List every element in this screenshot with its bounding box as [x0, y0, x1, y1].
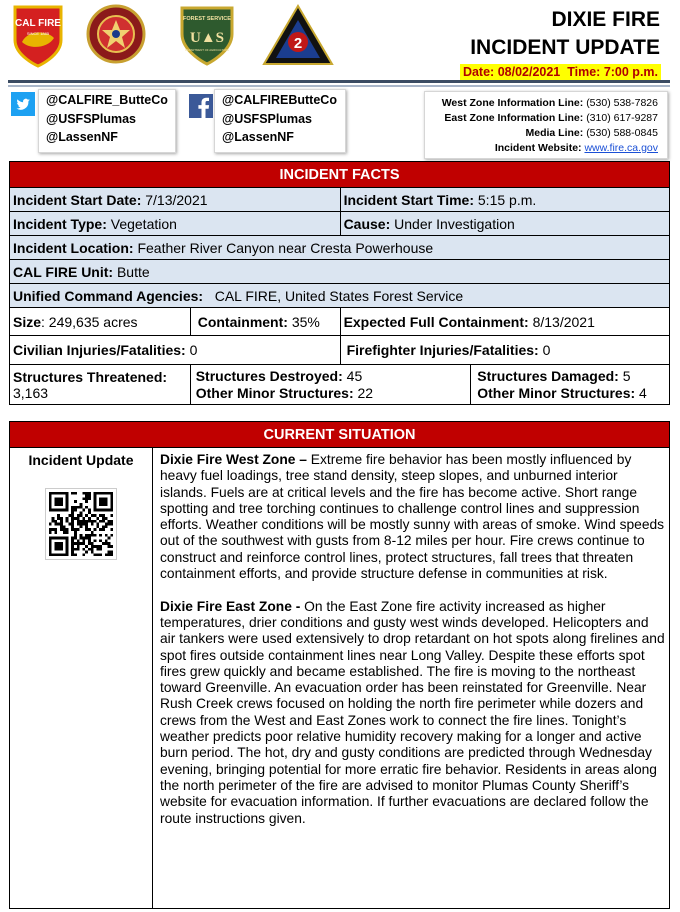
- agencies-value: CAL FIRE, United States Forest Service: [214, 287, 464, 304]
- location-label: Incident Location:: [13, 239, 134, 256]
- current-situation-panel: [9, 447, 670, 909]
- east-zone-line-label: East Zone Information Line:: [444, 112, 584, 124]
- facebook-panel: [189, 94, 213, 118]
- other-minor-damaged-value: 4: [639, 384, 647, 401]
- qr-code-icon: [46, 489, 116, 559]
- facebook-handle[interactable]: @LassenNF: [222, 130, 294, 144]
- table-row: [10, 284, 670, 308]
- east-zone-line-number: (310) 617-9287: [586, 112, 658, 124]
- media-line-label: Media Line:: [525, 127, 584, 139]
- twitter-handle[interactable]: @LassenNF: [46, 130, 118, 144]
- twitter-icon: [11, 92, 35, 116]
- media-line-number: (530) 588-0845: [586, 127, 658, 139]
- civilian-injuries-label: Civilian Injuries/Fatalities:: [13, 342, 186, 358]
- east-zone-paragraph: [160, 599, 666, 827]
- incident-type-value: Vegetation: [110, 215, 177, 232]
- location-value: Feather River Canyon near Cresta Powerhouse: [137, 239, 434, 256]
- table-row: [10, 365, 670, 405]
- table-row: [10, 188, 670, 212]
- current-situation-heading: CURRENT SITUATION: [9, 421, 670, 448]
- west-zone-line-label: West Zone Information Line:: [441, 97, 584, 109]
- cause-value: Under Investigation: [394, 215, 515, 232]
- time-label: Time:: [567, 65, 601, 79]
- situation-text: [160, 452, 666, 843]
- civilian-injuries-value: 0: [189, 342, 198, 358]
- size-label: Size: [13, 313, 42, 330]
- calfire-unit-value: Butte: [116, 263, 150, 280]
- time-value: 7:00 p.m.: [603, 65, 658, 79]
- page-title: [470, 6, 660, 62]
- west-zone-title: Dixie Fire West Zone –: [160, 452, 307, 467]
- table-row: [10, 308, 670, 336]
- title-line-2: INCIDENT UPDATE: [470, 36, 660, 59]
- date-label: Date:: [462, 65, 495, 79]
- butte-county-fire-logo: [86, 4, 146, 64]
- incident-management-team-logo: [262, 4, 334, 66]
- firefighter-injuries-value: 0: [542, 342, 551, 358]
- forest-service-logo-text: FOREST SERVICE: [183, 16, 231, 22]
- start-date-value: 7/13/2021: [145, 191, 208, 208]
- date-value: 08/02/2021: [497, 65, 561, 79]
- structures-threatened-label: Structures Threatened:: [13, 368, 168, 385]
- qr-code[interactable]: [45, 488, 117, 560]
- structures-destroyed-value: 45: [346, 367, 363, 384]
- west-zone-line-number: (530) 538-7826: [586, 97, 658, 109]
- start-time-label: Incident Start Time:: [343, 191, 474, 208]
- title-line-1: DIXIE FIRE: [551, 8, 660, 31]
- calfire-logo-subtext: SINCE 1885: [26, 31, 50, 36]
- other-minor-damaged-label: Other Minor Structures:: [477, 384, 636, 401]
- facebook-handles: [222, 91, 337, 147]
- contact-info-box: [424, 91, 668, 159]
- incident-facts-heading: INCIDENT FACTS: [9, 161, 670, 188]
- structures-destroyed-label: Structures Destroyed:: [195, 367, 343, 384]
- facebook-handle[interactable]: @CALFIREButteCo: [222, 93, 337, 107]
- svg-text:U▲S: U▲S: [189, 30, 225, 46]
- twitter-handles: [46, 91, 168, 147]
- facebook-icon: [189, 94, 213, 118]
- west-zone-paragraph: [160, 452, 666, 582]
- cause-label: Cause:: [343, 215, 391, 232]
- situation-sidebar: [10, 447, 153, 908]
- incident-website-link[interactable]: www.fire.ca.gov: [584, 142, 658, 154]
- twitter-panel: [11, 92, 35, 116]
- facebook-handle[interactable]: @USFSPlumas: [222, 111, 312, 126]
- structures-damaged-label: Structures Damaged:: [477, 367, 619, 384]
- forest-service-logo: [178, 4, 236, 66]
- table-row: [10, 336, 670, 365]
- start-date-label: Incident Start Date:: [13, 191, 142, 208]
- incident-management-team-logo-number: 2: [293, 35, 303, 52]
- table-row: [10, 260, 670, 284]
- twitter-handle[interactable]: @USFSPlumas: [46, 111, 136, 126]
- incident-update-label: Incident Update: [28, 452, 134, 468]
- containment-value: 35%: [291, 313, 320, 330]
- structures-threatened-value: 3,163: [13, 384, 49, 401]
- expected-containment-value: 8/13/2021: [532, 313, 595, 330]
- incident-website-label: Incident Website:: [494, 142, 582, 154]
- twitter-handle[interactable]: @CALFIRE_ButteCo: [46, 93, 168, 107]
- forest-service-logo-subtext: DEPARTMENT OF AGRICULTURE: [184, 48, 230, 52]
- header-divider: [8, 80, 670, 83]
- size-value: : 249,635 acres: [41, 313, 138, 330]
- agencies-label: Unified Command Agencies:: [13, 287, 204, 304]
- calfire-logo: [12, 4, 64, 68]
- incident-facts-table: [9, 187, 670, 405]
- expected-containment-label: Expected Full Containment:: [343, 313, 529, 330]
- other-minor-destroyed-value: 22: [357, 384, 374, 401]
- containment-label: Containment:: [197, 313, 288, 330]
- structures-damaged-value: 5: [622, 367, 631, 384]
- firefighter-injuries-label: Firefighter Injuries/Fatalities:: [346, 342, 539, 358]
- east-zone-text: On the East Zone fire activity increased as higher temperatures, drier conditions and gusty west winds developed. Helicopters and air tankers were used extensively to drop retardant on hot spots along firelines and spot fires outside containment lines near Long Valley. Despite these efforts spot fires grew quickly and became established. The fire is moving to the northeast toward Greenville. An evacuation order has been reinstated for Greenville. Near Rush Creek crews focused on holding the north fire perimeter while dozers and crews from the West and East Zones work to connect the fire lines. Tonight’s weather predicts poor relative humidity recovery making for a longer and active burn period. The hot, dry and gusty conditions are predicted through Wednesday evening, bringing potential for more erratic fire behavior. Residents in areas along the north perimeter of the fire are advised to monitor Plumas County Sheriff’s website for evacuation information. If further evacuations are declared follow the route instructions given.: [160, 598, 665, 826]
- incident-type-label: Incident Type:: [13, 215, 107, 232]
- calfire-unit-label: CAL FIRE Unit:: [13, 263, 114, 280]
- table-row: [10, 212, 670, 236]
- other-minor-destroyed-label: Other Minor Structures:: [195, 384, 354, 401]
- west-zone-text: Extreme fire behavior has been mostly influenced by heavy fuel loadings, tree stand density, steep slopes, and unburned interior islands. Fuels are at critical levels and the fire has become active. Short range spotting and tree torching continues to challenge control lines and suppression efforts. Weather conditions will be mostly sunny with areas of smoke. Wind speeds out of the southwest with gusts from 8-12 miles per hour. Fire crews continue to construct and reinforce control lines, protect structures, fall trees that threaten containment efforts, and provide structure defense in communities at risk.: [160, 452, 665, 582]
- start-time-value: 5:15 p.m.: [477, 191, 537, 208]
- calfire-logo-text: CAL FIRE: [15, 18, 61, 29]
- east-zone-title: Dixie Fire East Zone -: [160, 598, 301, 614]
- table-row: [10, 236, 670, 260]
- date-time-stamp: [460, 64, 661, 81]
- header-divider-thin: [8, 85, 670, 87]
